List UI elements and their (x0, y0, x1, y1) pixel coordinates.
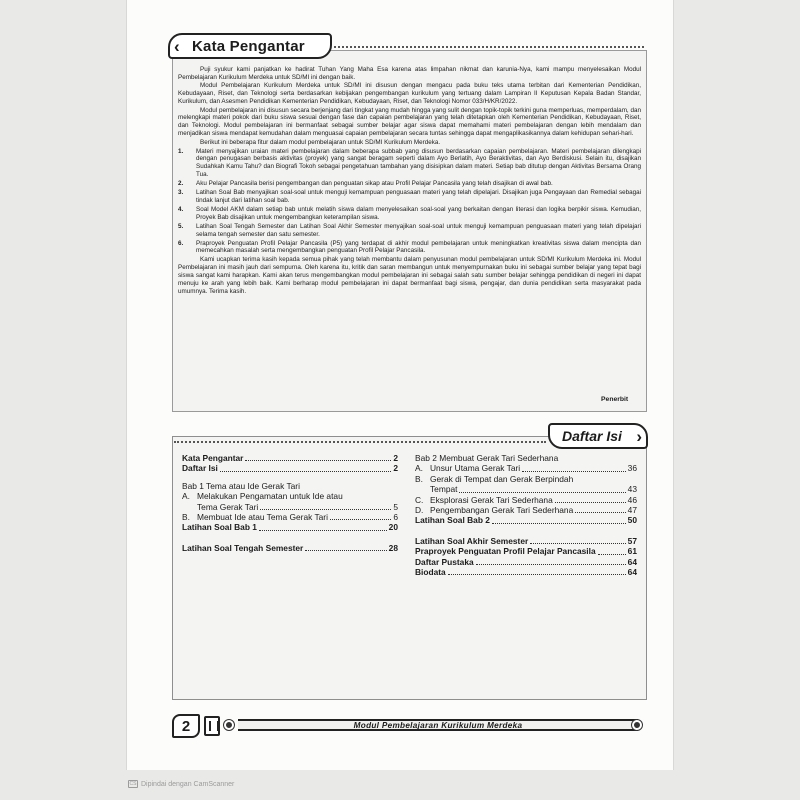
list-number: 6. (178, 239, 184, 247)
feature-list (178, 148, 641, 256)
toc-leader (459, 492, 625, 493)
toc-page: 47 (627, 505, 637, 516)
toc-left-column (182, 453, 398, 553)
list-item (178, 180, 641, 188)
toc-entry[interactable] (415, 557, 637, 567)
list-item (178, 189, 641, 205)
preface-title: Kata Pengantar (192, 37, 305, 55)
toc-entry-label: Daftar Isi (182, 463, 218, 474)
toc-entry[interactable] (182, 543, 398, 553)
toc-leader (575, 512, 625, 513)
toc-entry-label: Latihan Soal Akhir Semester (415, 535, 529, 546)
toc-entry[interactable] (415, 505, 637, 515)
list-number: 2. (178, 180, 184, 188)
toc-leader (476, 564, 626, 565)
toc-leader (220, 471, 391, 472)
toc-entry-label: Gerak di Tempat dan Gerak Berpindah (430, 473, 574, 484)
toc-chapter (182, 481, 398, 491)
list-item (178, 206, 641, 222)
list-number: 1. (178, 147, 184, 155)
preface-paragraph: Modul Pembelajaran Kurikulum Merdeka untuk SD/MI ini disusun dengan mengacu pada buku teks utama terbitan dari Kementerian Pendidikan, Kebudayaan, Riset, dan Teknologi serta berdasarkan kebijakan pengembangan kurikulum yang tertuang dalam Lampiran II Keputusan Kepala Badan Standar, Kurikulum, dan Asesmen Pendidikan Kementerian Pendidikan, Kebudayaan, Riset, dan Teknologi Nomor 033/H/KR/2022. (178, 82, 641, 106)
toc-leader (259, 530, 387, 531)
page-number: 2 (172, 714, 200, 738)
camscanner-icon: CS (129, 781, 137, 787)
toc-key: A. (415, 463, 423, 474)
toc-entry-continued[interactable] (415, 484, 637, 494)
preface-title-tab (168, 33, 332, 59)
toc-entry[interactable] (415, 546, 637, 556)
toc-leader (245, 460, 391, 461)
book-icon (204, 716, 220, 736)
toc-chapter-label: Bab 1 Tema atau Ide Gerak Tari (182, 480, 300, 491)
toc-leader (330, 519, 391, 520)
preface-divider (334, 46, 644, 48)
toc-key: A. (182, 491, 190, 502)
list-item (178, 223, 641, 239)
toc-page: 2 (393, 453, 398, 463)
toc-entry-label: Kata Pengantar (182, 453, 244, 463)
toc-entry[interactable] (182, 512, 398, 522)
toc-page: 57 (627, 535, 637, 546)
toc-leader (522, 471, 626, 472)
toc-title: Daftar Isi (562, 428, 622, 444)
toc-entry[interactable] (182, 491, 398, 501)
toc-entry-label: Tema Gerak Tari (197, 501, 259, 512)
list-number: 5. (178, 222, 184, 230)
toc-entry-label: Membuat Ide atau Tema Gerak Tari (197, 512, 328, 523)
toc-page: 64 (627, 556, 637, 567)
dot-icon (224, 720, 234, 730)
preface-body (178, 66, 641, 296)
footer-bar (238, 719, 638, 731)
toc-entry[interactable] (182, 463, 398, 473)
list-number: 4. (178, 205, 184, 213)
toc-page: 43 (627, 484, 637, 495)
scanner-watermark (128, 780, 234, 788)
toc-entry[interactable] (415, 515, 637, 525)
toc-entry[interactable] (415, 495, 637, 505)
toc-entry-label: Daftar Pustaka (415, 556, 474, 567)
toc-key: B. (182, 512, 190, 523)
toc-entry[interactable] (415, 536, 637, 546)
toc-page: 2 (393, 463, 398, 474)
toc-divider (174, 441, 546, 443)
dot-icon (632, 720, 642, 730)
preface-closing: Kami ucapkan terima kasih kepada semua pihak yang telah membantu dalam penyusunan modul pembelajaran untuk SD/MI Kurikulum Merdeka ini. Modul Pembelajaran ini masih jauh dari sempurna. Oleh karena itu, kritik dan saran membangun untuk menyempurnakan buku ini sebagai sumber belajar yang tepat bagi siswa sangat kami harapkan. Kami akan terus mengembangkan modul pembelajaran ini sebagai salah satu sumber belajar sehingga pendidikan di negeri ini dapat menuju ke arah yang lebih baik. Kami berharap modul pembelajaran ini dapat bermanfaat bagi siswa, pengajar, dan dunia pendidikan serta masyarakat pada umumnya. Terima kasih. (178, 256, 641, 295)
toc-chapter (415, 453, 637, 463)
footer-book-title: Modul Pembelajaran Kurikulum Merdeka (353, 720, 523, 730)
toc-entry-label: Unsur Utama Gerak Tari (430, 463, 521, 474)
toc-leader (260, 509, 391, 510)
toc-entry-label: Biodata (415, 567, 446, 578)
toc-key: C. (415, 494, 424, 505)
toc-entry-label: Latihan Soal Bab 1 (182, 522, 257, 533)
toc-entry[interactable] (182, 453, 398, 463)
toc-entry[interactable] (415, 567, 637, 577)
toc-entry[interactable] (415, 463, 637, 473)
list-item (178, 240, 641, 256)
toc-page: 46 (627, 494, 637, 505)
chevron-left-icon: ‹ (174, 37, 180, 56)
scanner-text: Dipindai dengan CamScanner (141, 780, 235, 788)
toc-page: 6 (393, 512, 398, 523)
list-text: Soal Model AKM dalam setiap bab untuk melatih siswa dalam menyelesaikan soal-soal yang berkaitan dengan literasi dan logika berpikir siswa. Kemudian, Proyek Bab disajikan untuk mengembangkan keterampilan siswa. (196, 205, 641, 221)
list-number: 3. (178, 189, 184, 197)
toc-page: 36 (627, 463, 637, 474)
toc-entry-label: Latihan Soal Tengah Semester (182, 542, 304, 553)
toc-leader (492, 523, 626, 524)
list-text: Latihan Soal Bab menyajikan soal-soal untuk menguji kemampuan penguasaan materi yang telah dipelajari. Disajikan juga Pengayaan dan Remedial sebagai tindak lanjut dari latihan soal bab. (196, 189, 641, 204)
toc-page: 5 (393, 501, 398, 512)
toc-page: 61 (627, 546, 637, 557)
preface-signature: Penerbit (601, 396, 629, 403)
toc-leader (598, 554, 626, 555)
toc-entry-continued[interactable] (182, 502, 398, 512)
toc-entry-label: Latihan Soal Bab 2 (415, 515, 490, 526)
toc-title-tab (548, 423, 648, 449)
toc-page: 28 (388, 542, 398, 553)
list-item (178, 148, 641, 180)
toc-entry-label: Praproyek Penguatan Profil Pelajar Pancasila (415, 546, 596, 557)
toc-entry[interactable] (415, 474, 637, 484)
list-text: Latihan Soal Tengah Semester dan Latihan Soal Akhir Semester menyajikan soal-soal untuk menguji kemampuan penguasaan materi yang telah dipelajari selama tengah semester dan satu semester. (196, 222, 641, 238)
toc-page: 20 (388, 522, 398, 533)
toc-leader (305, 550, 386, 551)
preface-paragraph: Berikut ini beberapa fitur dalam modul pembelajaran untuk SD/MI Kurikulum Merdeka. (200, 138, 441, 146)
preface-paragraph: Modul pembelajaran ini disusun secara berjenjang dari tingkat yang mudah hingga yang sulit dengan topik-topik terkini guna memperluas, memperdalam, dan melengkapi materi pokok dari buku siswa sesuai dengan fase dan capaian pembelajaran yang telah ditetapkan oleh Kementerian Pendidikan, Kebudayaan, Riset, dan Teknologi. Modul pembelajaran ini bermanfaat sebagai sumber belajar agar siswa dapat memahami materi pembelajaran dengan lebih mendalam dan menjadikan siswa mendapat kemudahan dalam menguasai capaian pembelajaran secara tuntas sehingga dapat mengaplikasikannya dalam kehidupan sehari-hari. (178, 106, 641, 138)
list-text: Aku Pelajar Pancasila berisi pengembangan dan penguatan sikap atau Profil Pelajar Pancasila yang telah disajikan di awal bab. (196, 180, 553, 188)
toc-chapter-label: Bab 2 Membuat Gerak Tari Sederhana (415, 453, 559, 463)
toc-entry-label: Pengembangan Gerak Tari Sederhana (430, 505, 574, 516)
toc-key: B. (415, 473, 423, 484)
toc-leader (530, 543, 625, 544)
toc-entry[interactable] (182, 522, 398, 532)
toc-entry-label: Tempat (430, 484, 458, 495)
list-text: Materi menyajikan uraian materi pembelajaran dalam beberapa subbab yang disusun berdasarkan capaian pembelajaran. Materi pembelajaran dilengkapi dengan penugasan berbasis aktivitas (proyek) yang sangat beragam seperti dalam Ayo Berlatih, Ayo Beraktivitas, dan Ayo Berdiskusi. Selain itu, disajikan Sudahkah Kamu Tahu? dan Biografi Tokoh sebagai pengetahuan tambahan yang disisipkan dalam materi. Setiap bab ditutup dengan Aktivitas Bersama Orang Tua. (196, 147, 641, 179)
toc-right-column (415, 453, 637, 577)
toc-leader (448, 574, 626, 575)
toc-page: 64 (627, 567, 637, 578)
toc-entry-label: Melakukan Pengamatan untuk Ide atau (197, 491, 343, 502)
chevron-right-icon: › (636, 427, 642, 446)
toc-entry-label: Eksplorasi Gerak Tari Sederhana (430, 494, 553, 505)
toc-page: 50 (627, 515, 637, 526)
toc-leader (555, 502, 626, 503)
preface-paragraph: Puji syukur kami panjatkan ke hadirat Tuhan Yang Maha Esa karena atas limpahan nikmat dan karunia-Nya, kami mampu menyelesaikan Modul Pembelajaran Kurikulum Merdeka untuk SD/MI ini dengan baik. (178, 66, 641, 81)
list-text: Praproyek Penguatan Profil Pelajar Pancasila (P5) yang terdapat di akhir modul pembelajaran untuk meningkatkan kreativitas siswa dalam mencipta dan memecahkan masalah serta mengembangkan penguatan Profil Pelajar Pancasila. (196, 239, 641, 255)
toc-key: D. (415, 505, 424, 516)
